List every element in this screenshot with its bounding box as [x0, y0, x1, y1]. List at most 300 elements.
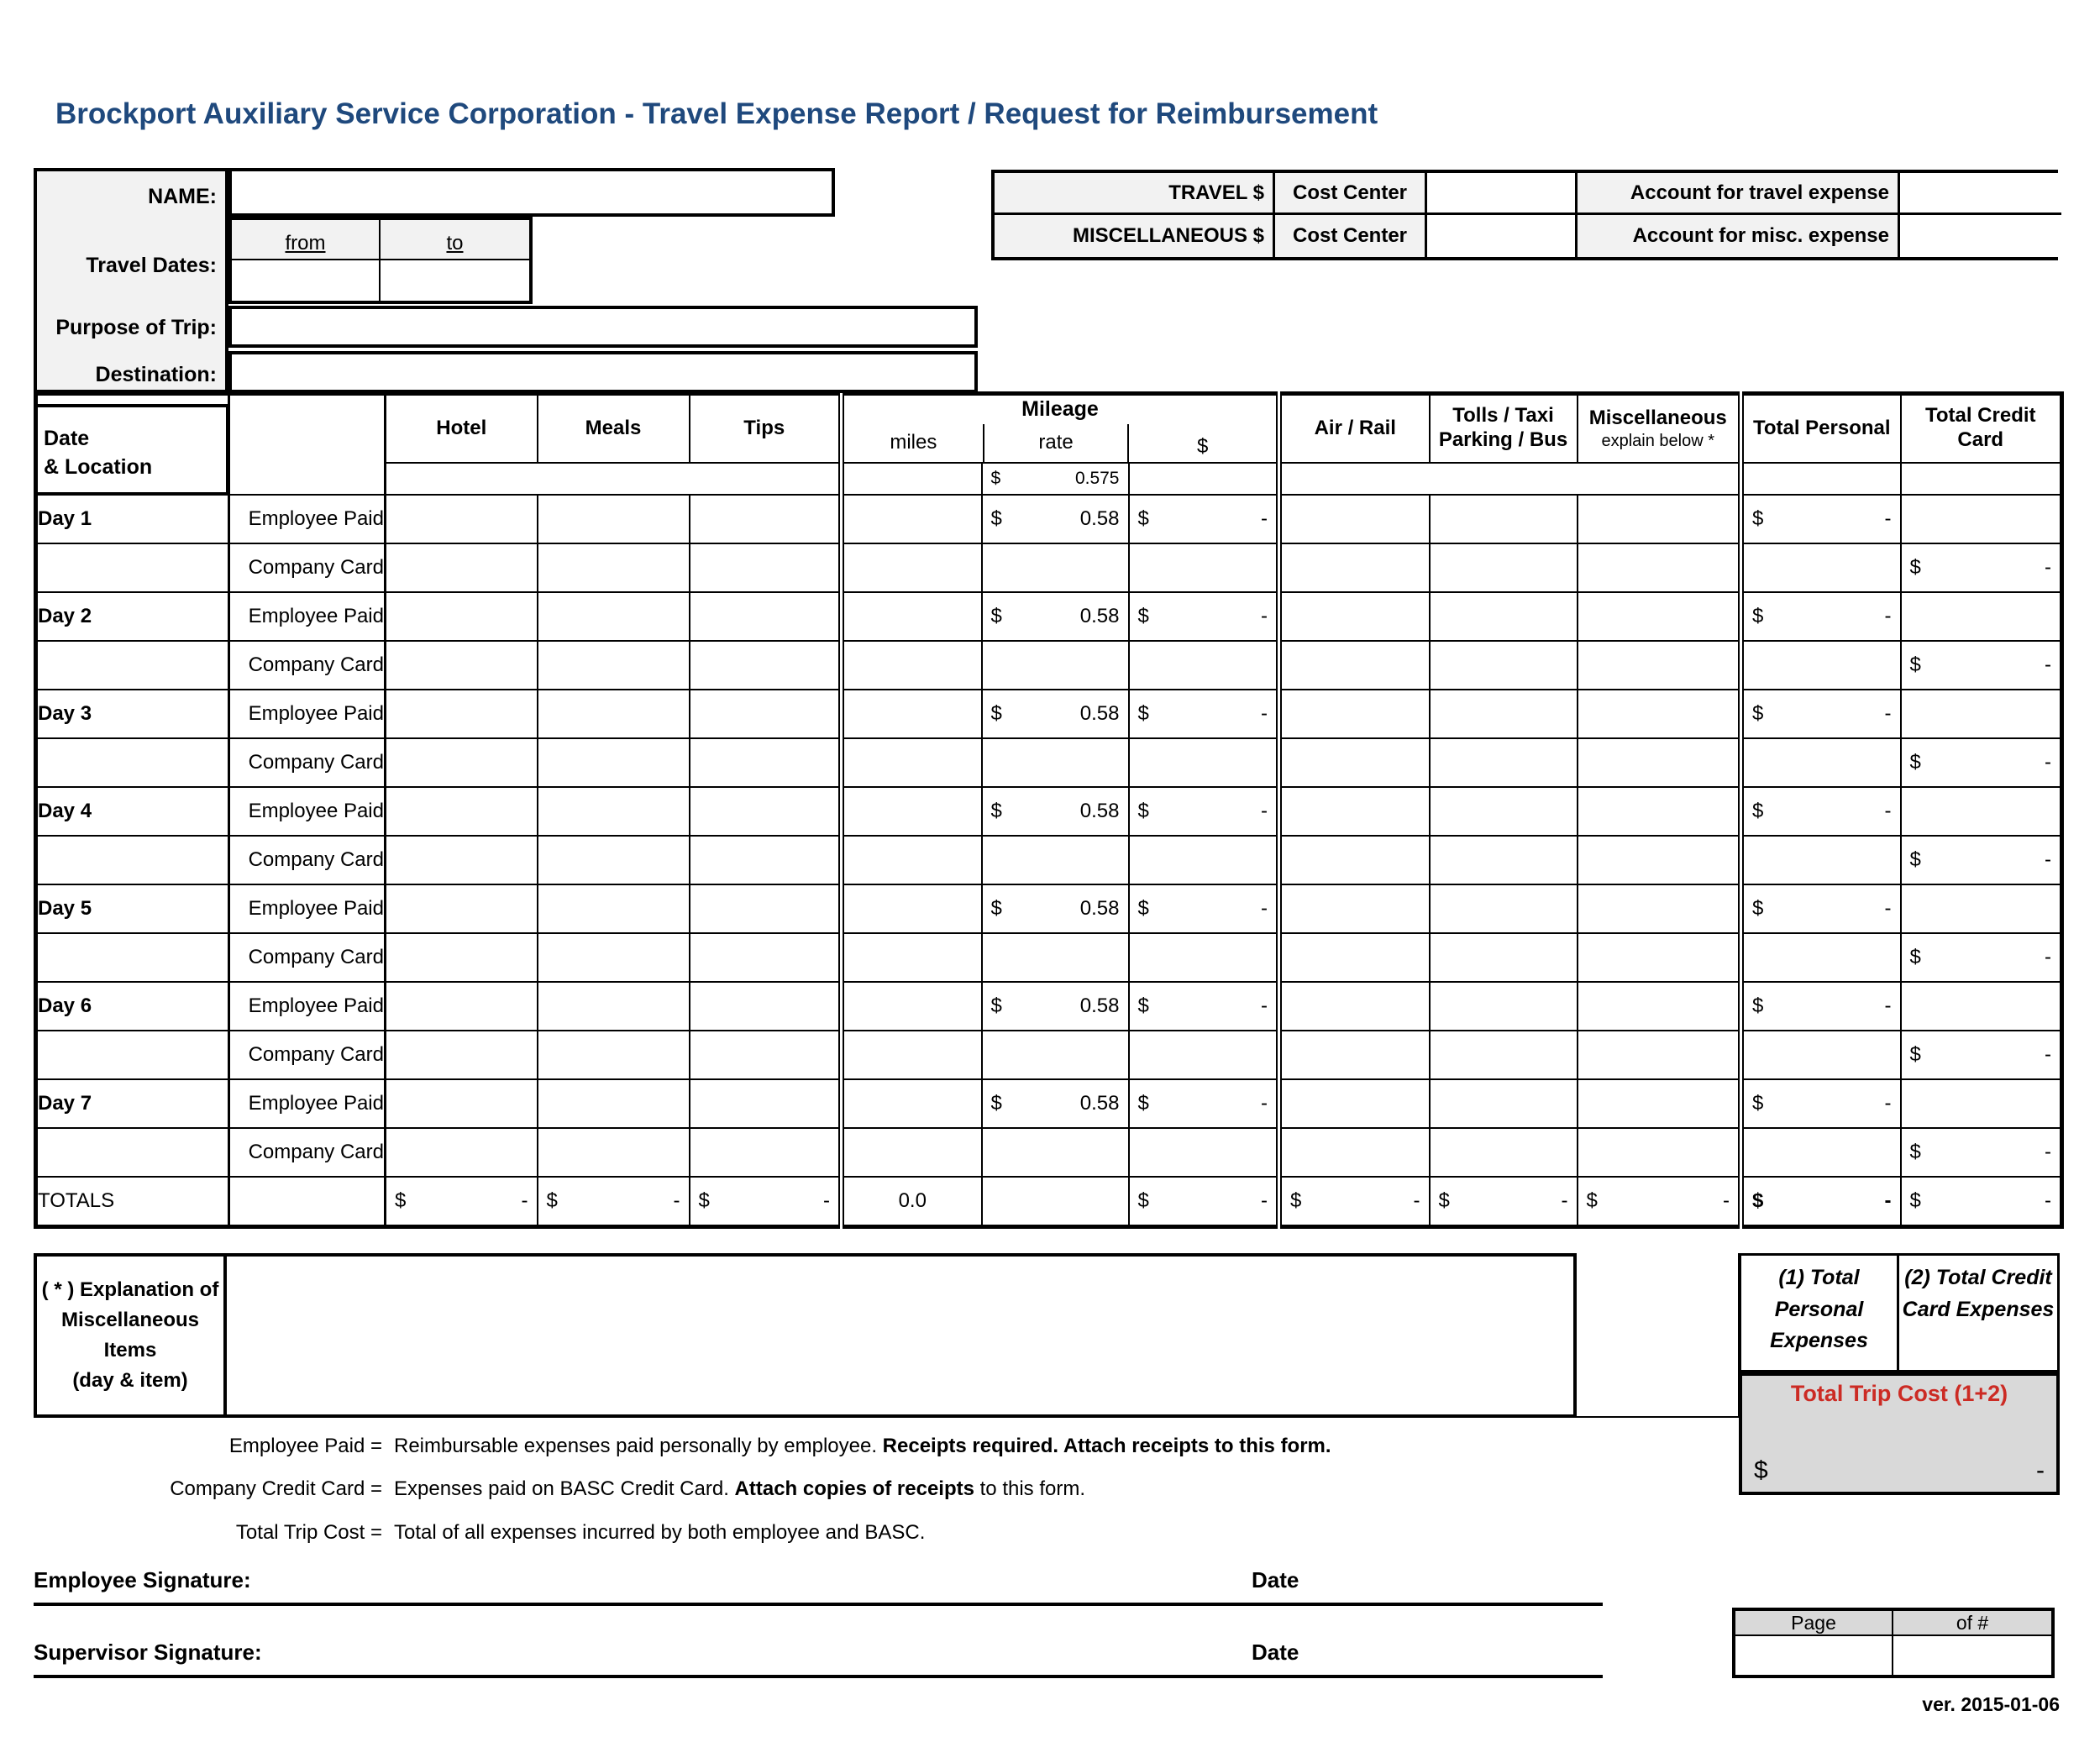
meals-cell[interactable] [538, 543, 690, 592]
meals-cell[interactable] [538, 592, 690, 641]
tolls-cell[interactable] [1430, 495, 1578, 543]
day-label: Day 5 [38, 896, 92, 920]
blocked-cell [1901, 495, 2062, 543]
legend-row [34, 1476, 1588, 1503]
mileage-rate-cell [982, 884, 1129, 933]
company-card-label-cell: Company Card [229, 836, 386, 884]
version-text: ver. 2015-01-06 [1922, 1693, 2060, 1715]
amount-value: - [1261, 1091, 1268, 1115]
currency-symbol: $ [1137, 1091, 1149, 1115]
tolls-cell[interactable] [1430, 738, 1578, 787]
meals-cell[interactable] [538, 787, 690, 836]
day-label-cell[interactable] [36, 787, 229, 836]
miles-cell[interactable] [842, 641, 982, 690]
rate-subheader: rate [983, 424, 1128, 462]
amount-value: - [823, 1188, 830, 1212]
from-date-input[interactable] [232, 260, 381, 301]
date-cell[interactable] [36, 1031, 229, 1079]
air-rail-total-cell [1279, 1177, 1430, 1227]
rate-value: 0.58 [1079, 799, 1120, 822]
hotel-cell[interactable] [386, 738, 538, 787]
employee-paid-label-cell: Employee Paid [229, 884, 386, 933]
tolls-cell[interactable] [1430, 836, 1578, 884]
air-rail-cell[interactable] [1279, 884, 1430, 933]
amount-value: - [2036, 1456, 2045, 1484]
tolls-cell[interactable] [1430, 690, 1578, 738]
blocked-cell [1741, 543, 1901, 592]
meals-cell[interactable] [538, 738, 690, 787]
day-row-company [36, 1031, 2062, 1079]
destination-input[interactable] [228, 351, 978, 393]
day-rows [36, 495, 2062, 1177]
tips-cell[interactable] [690, 592, 842, 641]
employee-paid-label-cell: Employee Paid [229, 592, 386, 641]
blocked-cell [1901, 690, 2062, 738]
tolls-cell[interactable] [1430, 592, 1578, 641]
tolls-cell[interactable] [1430, 543, 1578, 592]
rate-value: 0.58 [1079, 506, 1120, 530]
tolls-cell[interactable] [1430, 1128, 1578, 1177]
payer-column-header [229, 394, 386, 495]
mileage-amount-cell [1129, 738, 1279, 787]
amount-value: - [2045, 847, 2051, 871]
blocked-cell [229, 1177, 386, 1227]
tips-header: Tips [690, 394, 842, 463]
day-label: Day 4 [38, 799, 92, 822]
company-card-label-cell: Company Card [229, 1128, 386, 1177]
total-personal-cell [1741, 982, 1901, 1031]
currency-symbol: $ [1752, 701, 1764, 725]
header-band [1129, 463, 1279, 495]
currency-symbol: $ [1909, 750, 1921, 774]
meals-cell[interactable] [538, 836, 690, 884]
blocked-cell [1741, 1031, 1901, 1079]
currency-symbol: $ [990, 506, 1002, 530]
misc-amount-label: MISCELLANEOUS $ [995, 215, 1275, 257]
mileage-header: Mileage [1021, 397, 1099, 421]
mileage-amount-cell [1129, 836, 1279, 884]
amount-value: - [1884, 1188, 1892, 1212]
miles-cell[interactable] [842, 543, 982, 592]
legend-term: Total Trip Cost = [235, 1520, 382, 1544]
destination-label: Destination: [95, 363, 217, 386]
miles-cell[interactable] [842, 738, 982, 787]
day-row-company [36, 543, 2062, 592]
date-cell[interactable] [36, 543, 229, 592]
misc-cell[interactable] [1578, 787, 1741, 836]
mileage-amount-cell [1129, 592, 1279, 641]
to-date-input[interactable] [381, 260, 529, 301]
meals-cell[interactable] [538, 982, 690, 1031]
hotel-cell[interactable] [386, 884, 538, 933]
misc-cell[interactable] [1578, 738, 1741, 787]
amount-value: - [1723, 1188, 1730, 1212]
employee-signature-line[interactable] [34, 1603, 1603, 1606]
tolls-header [1430, 394, 1578, 463]
tips-cell[interactable] [690, 690, 842, 738]
hotel-cell[interactable] [386, 1079, 538, 1128]
purpose-input[interactable] [228, 306, 978, 348]
air-rail-cell[interactable] [1279, 1079, 1430, 1128]
meals-cell[interactable] [538, 641, 690, 690]
day-label-cell[interactable] [36, 982, 229, 1031]
currency-symbol: $ [990, 994, 1002, 1017]
misc-cell[interactable] [1578, 1079, 1741, 1128]
travel-cost-center-input[interactable] [1427, 173, 1578, 215]
trip-cost-label: Total Trip Cost (1+2) [1790, 1381, 2008, 1406]
explanation-line: Miscellaneous [60, 1309, 200, 1331]
day-label-cell[interactable] [36, 592, 229, 641]
air-rail-cell[interactable] [1279, 787, 1430, 836]
hotel-cell[interactable] [386, 592, 538, 641]
currency-symbol: $ [698, 1188, 710, 1212]
accounts-panel [991, 170, 2058, 260]
tolls-header-line2: Parking / Bus [1438, 428, 1568, 452]
day-label-cell[interactable] [36, 884, 229, 933]
hotel-cell[interactable] [386, 933, 538, 982]
tips-cell[interactable] [690, 884, 842, 933]
day-label: Day 2 [38, 604, 92, 627]
tips-cell[interactable] [690, 982, 842, 1031]
misc-header [1578, 394, 1741, 463]
miles-cell[interactable] [842, 1031, 982, 1079]
currency-symbol: $ [1909, 1140, 1921, 1163]
company-card-label-cell: Company Card [229, 933, 386, 982]
day-label-cell[interactable] [36, 495, 229, 543]
amount-value: - [1884, 604, 1892, 627]
total-personal-summary-label: (1) Total Personal Expenses [1739, 1253, 1899, 1372]
mileage-header-group [842, 394, 1279, 463]
hotel-total-cell [386, 1177, 538, 1227]
currency-symbol: $ [1586, 1188, 1598, 1212]
currency-symbol: $ [1754, 1456, 1768, 1484]
day-row-employee [36, 787, 2062, 836]
amount-value: - [2045, 1188, 2051, 1212]
meals-cell[interactable] [538, 495, 690, 543]
legend-term: Company Credit Card = [170, 1477, 382, 1501]
mileage-amount-cell [1129, 495, 1279, 543]
air-rail-cell[interactable] [1279, 933, 1430, 982]
misc-cell[interactable] [1578, 933, 1741, 982]
meals-total-cell [538, 1177, 690, 1227]
day-label-cell[interactable] [36, 1079, 229, 1128]
misc-cell[interactable] [1578, 836, 1741, 884]
tips-cell[interactable] [690, 933, 842, 982]
miles-cell[interactable] [842, 1079, 982, 1128]
air-rail-cell[interactable] [1279, 738, 1430, 787]
rate-value: 0.58 [1079, 896, 1120, 920]
total-personal-cell [1741, 884, 1901, 933]
total-personal-total-cell [1741, 1177, 1901, 1227]
misc-cost-center-input[interactable] [1427, 215, 1578, 257]
meals-header: Meals [538, 394, 690, 463]
legend [34, 1433, 1588, 1562]
tips-cell[interactable] [690, 836, 842, 884]
amount-value: - [1261, 604, 1268, 627]
misc-header-subtitle: explain below * [1601, 431, 1715, 450]
totals-row [36, 1177, 2062, 1227]
from-header: from [232, 220, 381, 260]
day-row-employee [36, 495, 2062, 543]
amount-value: - [1884, 506, 1892, 530]
meals-cell[interactable] [538, 1128, 690, 1177]
currency-symbol: $ [990, 468, 1001, 488]
tolls-cell[interactable] [1430, 933, 1578, 982]
currency-symbol: $ [1909, 555, 1921, 579]
air-rail-cell[interactable] [1279, 1128, 1430, 1177]
air-rail-cell[interactable] [1279, 1031, 1430, 1079]
tips-cell[interactable] [690, 495, 842, 543]
date-cell[interactable] [36, 933, 229, 982]
misc-total-cell [1578, 1177, 1741, 1227]
travel-account-input[interactable] [1900, 173, 2061, 215]
miles-subheader: miles [890, 431, 937, 454]
employee-paid-label-cell: Employee Paid [229, 982, 386, 1031]
company-card-label-cell: Company Card [229, 641, 386, 690]
miles-cell[interactable] [842, 884, 982, 933]
name-input[interactable] [228, 168, 835, 217]
miles-cell[interactable] [842, 836, 982, 884]
meals-cell[interactable] [538, 690, 690, 738]
miles-cell[interactable] [842, 982, 982, 1031]
tips-cell[interactable] [690, 787, 842, 836]
misc-header-title: Miscellaneous [1588, 406, 1727, 429]
air-rail-cell[interactable] [1279, 495, 1430, 543]
mileage-amount-cell [1129, 982, 1279, 1031]
legend-term: Employee Paid = [228, 1435, 382, 1457]
mileage-amount-cell [1129, 1031, 1279, 1079]
mileage-rate-cell [982, 836, 1129, 884]
mileage-rate-cell [982, 495, 1129, 543]
amount-value: - [1884, 799, 1892, 822]
amount-value: - [1261, 506, 1268, 530]
amount-value: - [673, 1188, 680, 1212]
misc-cell[interactable] [1578, 1128, 1741, 1177]
tips-cell[interactable] [690, 738, 842, 787]
hotel-cell[interactable] [386, 543, 538, 592]
currency-symbol: $ [1909, 1042, 1921, 1066]
currency-symbol: $ [1752, 1091, 1764, 1115]
blocked-cell [1741, 738, 1901, 787]
date-label: Date [1252, 1640, 1299, 1665]
misc-spill-cell [1575, 1253, 1740, 1418]
blocked-cell [1901, 1079, 2062, 1128]
mileage-rate-cell [982, 690, 1129, 738]
miles-cell[interactable] [842, 592, 982, 641]
trip-cost-value [1742, 1456, 2056, 1492]
day-row-company [36, 1128, 2062, 1177]
meals-cell[interactable] [538, 884, 690, 933]
miles-cell[interactable] [842, 933, 982, 982]
tolls-total-cell [1430, 1177, 1578, 1227]
currency-symbol: $ [395, 1188, 407, 1212]
totals-label-cell: TOTALS [36, 1177, 229, 1227]
travel-amount-label: TRAVEL $ [995, 173, 1275, 215]
supervisor-signature-label: Supervisor Signature: [34, 1640, 262, 1665]
date-header-line2: & Location [44, 454, 153, 479]
misc-account-label: Account for misc. expense [1578, 215, 1900, 257]
currency-symbol: $ [1909, 847, 1921, 871]
dollar-subheader: $ [1127, 424, 1276, 462]
meals-cell[interactable] [538, 1079, 690, 1128]
day-label-cell[interactable] [36, 690, 229, 738]
of-header: of # [1893, 1611, 2051, 1636]
tips-cell[interactable] [690, 1031, 842, 1079]
of-input[interactable] [1893, 1636, 2051, 1675]
misc-cell[interactable] [1578, 884, 1741, 933]
header-band [1741, 463, 1901, 495]
travel-account-label: Account for travel expense [1578, 173, 1900, 215]
tolls-cell[interactable] [1430, 982, 1578, 1031]
misc-account-input[interactable] [1900, 215, 2061, 257]
currency-symbol: $ [1752, 896, 1764, 920]
amount-value: - [1884, 994, 1892, 1017]
date-cell[interactable] [36, 738, 229, 787]
hotel-cell[interactable] [386, 495, 538, 543]
day-row-employee [36, 982, 2062, 1031]
tips-cell[interactable] [690, 641, 842, 690]
total-personal-cell [1741, 592, 1901, 641]
mileage-amount-cell [1129, 884, 1279, 933]
currency-symbol: $ [1752, 799, 1764, 822]
total-credit-header: Total Credit Card [1901, 394, 2062, 463]
currency-symbol: $ [1752, 994, 1764, 1017]
miles-cell[interactable] [842, 1128, 982, 1177]
hotel-cell[interactable] [386, 641, 538, 690]
misc-cell[interactable] [1578, 592, 1741, 641]
day-row-employee [36, 690, 2062, 738]
tips-total-cell [690, 1177, 842, 1227]
currency-symbol: $ [546, 1188, 558, 1212]
currency-symbol: $ [1909, 653, 1921, 676]
miles-cell[interactable] [842, 787, 982, 836]
misc-cell[interactable] [1578, 543, 1741, 592]
air-rail-cell[interactable] [1279, 836, 1430, 884]
tips-cell[interactable] [690, 1079, 842, 1128]
hotel-cell[interactable] [386, 1128, 538, 1177]
employee-paid-label-cell: Employee Paid [229, 1079, 386, 1128]
employee-paid-label-cell: Employee Paid [229, 495, 386, 543]
date-cell[interactable] [36, 836, 229, 884]
legend-row [34, 1433, 1588, 1460]
page-header: Page [1735, 1611, 1893, 1636]
date-label: Date [1252, 1567, 1299, 1592]
tolls-cell[interactable] [1430, 884, 1578, 933]
miles-cell[interactable] [842, 495, 982, 543]
tolls-cell[interactable] [1430, 1031, 1578, 1079]
travel-dates-label: Travel Dates: [86, 254, 217, 277]
date-location-box [36, 404, 229, 495]
blocked-cell [1901, 982, 2062, 1031]
date-cell[interactable] [36, 1128, 229, 1177]
misc-cell[interactable] [1578, 641, 1741, 690]
tolls-cell[interactable] [1430, 1079, 1578, 1128]
explanation-input-box[interactable] [223, 1253, 1577, 1418]
total-credit-cell [1901, 543, 2062, 592]
total-credit-cell [1901, 1128, 2062, 1177]
day-row-company [36, 738, 2062, 787]
explanation-line: (day & item) [72, 1369, 188, 1392]
hotel-cell[interactable] [386, 836, 538, 884]
tolls-cell[interactable] [1430, 641, 1578, 690]
date-header-line1: Date [44, 427, 90, 450]
meals-cell[interactable] [538, 1031, 690, 1079]
day-label: Day 1 [38, 506, 92, 530]
legend-text: Expenses paid on BASC Credit Card. Attach copies of receipts to this form. [394, 1477, 1086, 1501]
mileage-rate-cell [982, 738, 1129, 787]
mileage-amount-cell [1129, 641, 1279, 690]
currency-symbol: $ [1137, 799, 1149, 822]
currency-symbol: $ [1909, 1188, 1921, 1212]
hotel-cell[interactable] [386, 982, 538, 1031]
day-row-employee [36, 1079, 2062, 1128]
amount-value: - [1261, 701, 1268, 725]
air-rail-cell[interactable] [1279, 592, 1430, 641]
mileage-total-cell [1129, 1177, 1279, 1227]
amount-value: - [1261, 799, 1268, 822]
total-credit-total-cell [1901, 1177, 2062, 1227]
trip-cost-box [1739, 1372, 2060, 1495]
currency-symbol: $ [990, 701, 1002, 725]
hotel-cell[interactable] [386, 690, 538, 738]
air-rail-cell[interactable] [1279, 543, 1430, 592]
amount-value: - [1884, 1091, 1892, 1115]
day-label: Day 6 [38, 994, 92, 1017]
mileage-rate-cell [982, 787, 1129, 836]
total-credit-cell [1901, 641, 2062, 690]
meals-cell[interactable] [538, 933, 690, 982]
misc-cell[interactable] [1578, 495, 1741, 543]
page-input[interactable] [1735, 1636, 1893, 1675]
air-rail-cell[interactable] [1279, 690, 1430, 738]
amount-value: - [1884, 701, 1892, 725]
header-band [1901, 463, 2062, 495]
employee-signature-label: Employee Signature: [34, 1567, 251, 1592]
currency-symbol: $ [1137, 701, 1149, 725]
total-credit-cell [1901, 933, 2062, 982]
total-personal-cell [1741, 495, 1901, 543]
tips-cell[interactable] [690, 543, 842, 592]
misc-cell[interactable] [1578, 690, 1741, 738]
mileage-rate-cell [982, 543, 1129, 592]
day-label: Day 3 [38, 701, 92, 725]
hotel-cell[interactable] [386, 787, 538, 836]
mileage-amount-cell [1129, 1079, 1279, 1128]
mileage-rate-cell [982, 1079, 1129, 1128]
date-cell[interactable] [36, 641, 229, 690]
air-rail-cell[interactable] [1279, 982, 1430, 1031]
hotel-cell[interactable] [386, 1031, 538, 1079]
amount-value: - [1261, 1188, 1268, 1212]
tolls-cell[interactable] [1430, 787, 1578, 836]
blocked-cell [982, 1177, 1129, 1227]
air-rail-cell[interactable] [1279, 641, 1430, 690]
miles-cell[interactable] [842, 690, 982, 738]
rate-value: 0.58 [1079, 994, 1120, 1017]
supervisor-signature-line[interactable] [34, 1675, 1603, 1678]
header-band [842, 463, 982, 495]
mileage-amount-cell [1129, 543, 1279, 592]
mileage-rate-cell [982, 641, 1129, 690]
standard-rate-value: 0.575 [1074, 468, 1120, 488]
blocked-cell [1901, 592, 2062, 641]
tips-cell[interactable] [690, 1128, 842, 1177]
mileage-amount-cell [1129, 1128, 1279, 1177]
expense-table [34, 391, 2064, 1229]
air-rail-header: Air / Rail [1279, 394, 1430, 463]
misc-cell[interactable] [1578, 982, 1741, 1031]
misc-cell[interactable] [1578, 1031, 1741, 1079]
